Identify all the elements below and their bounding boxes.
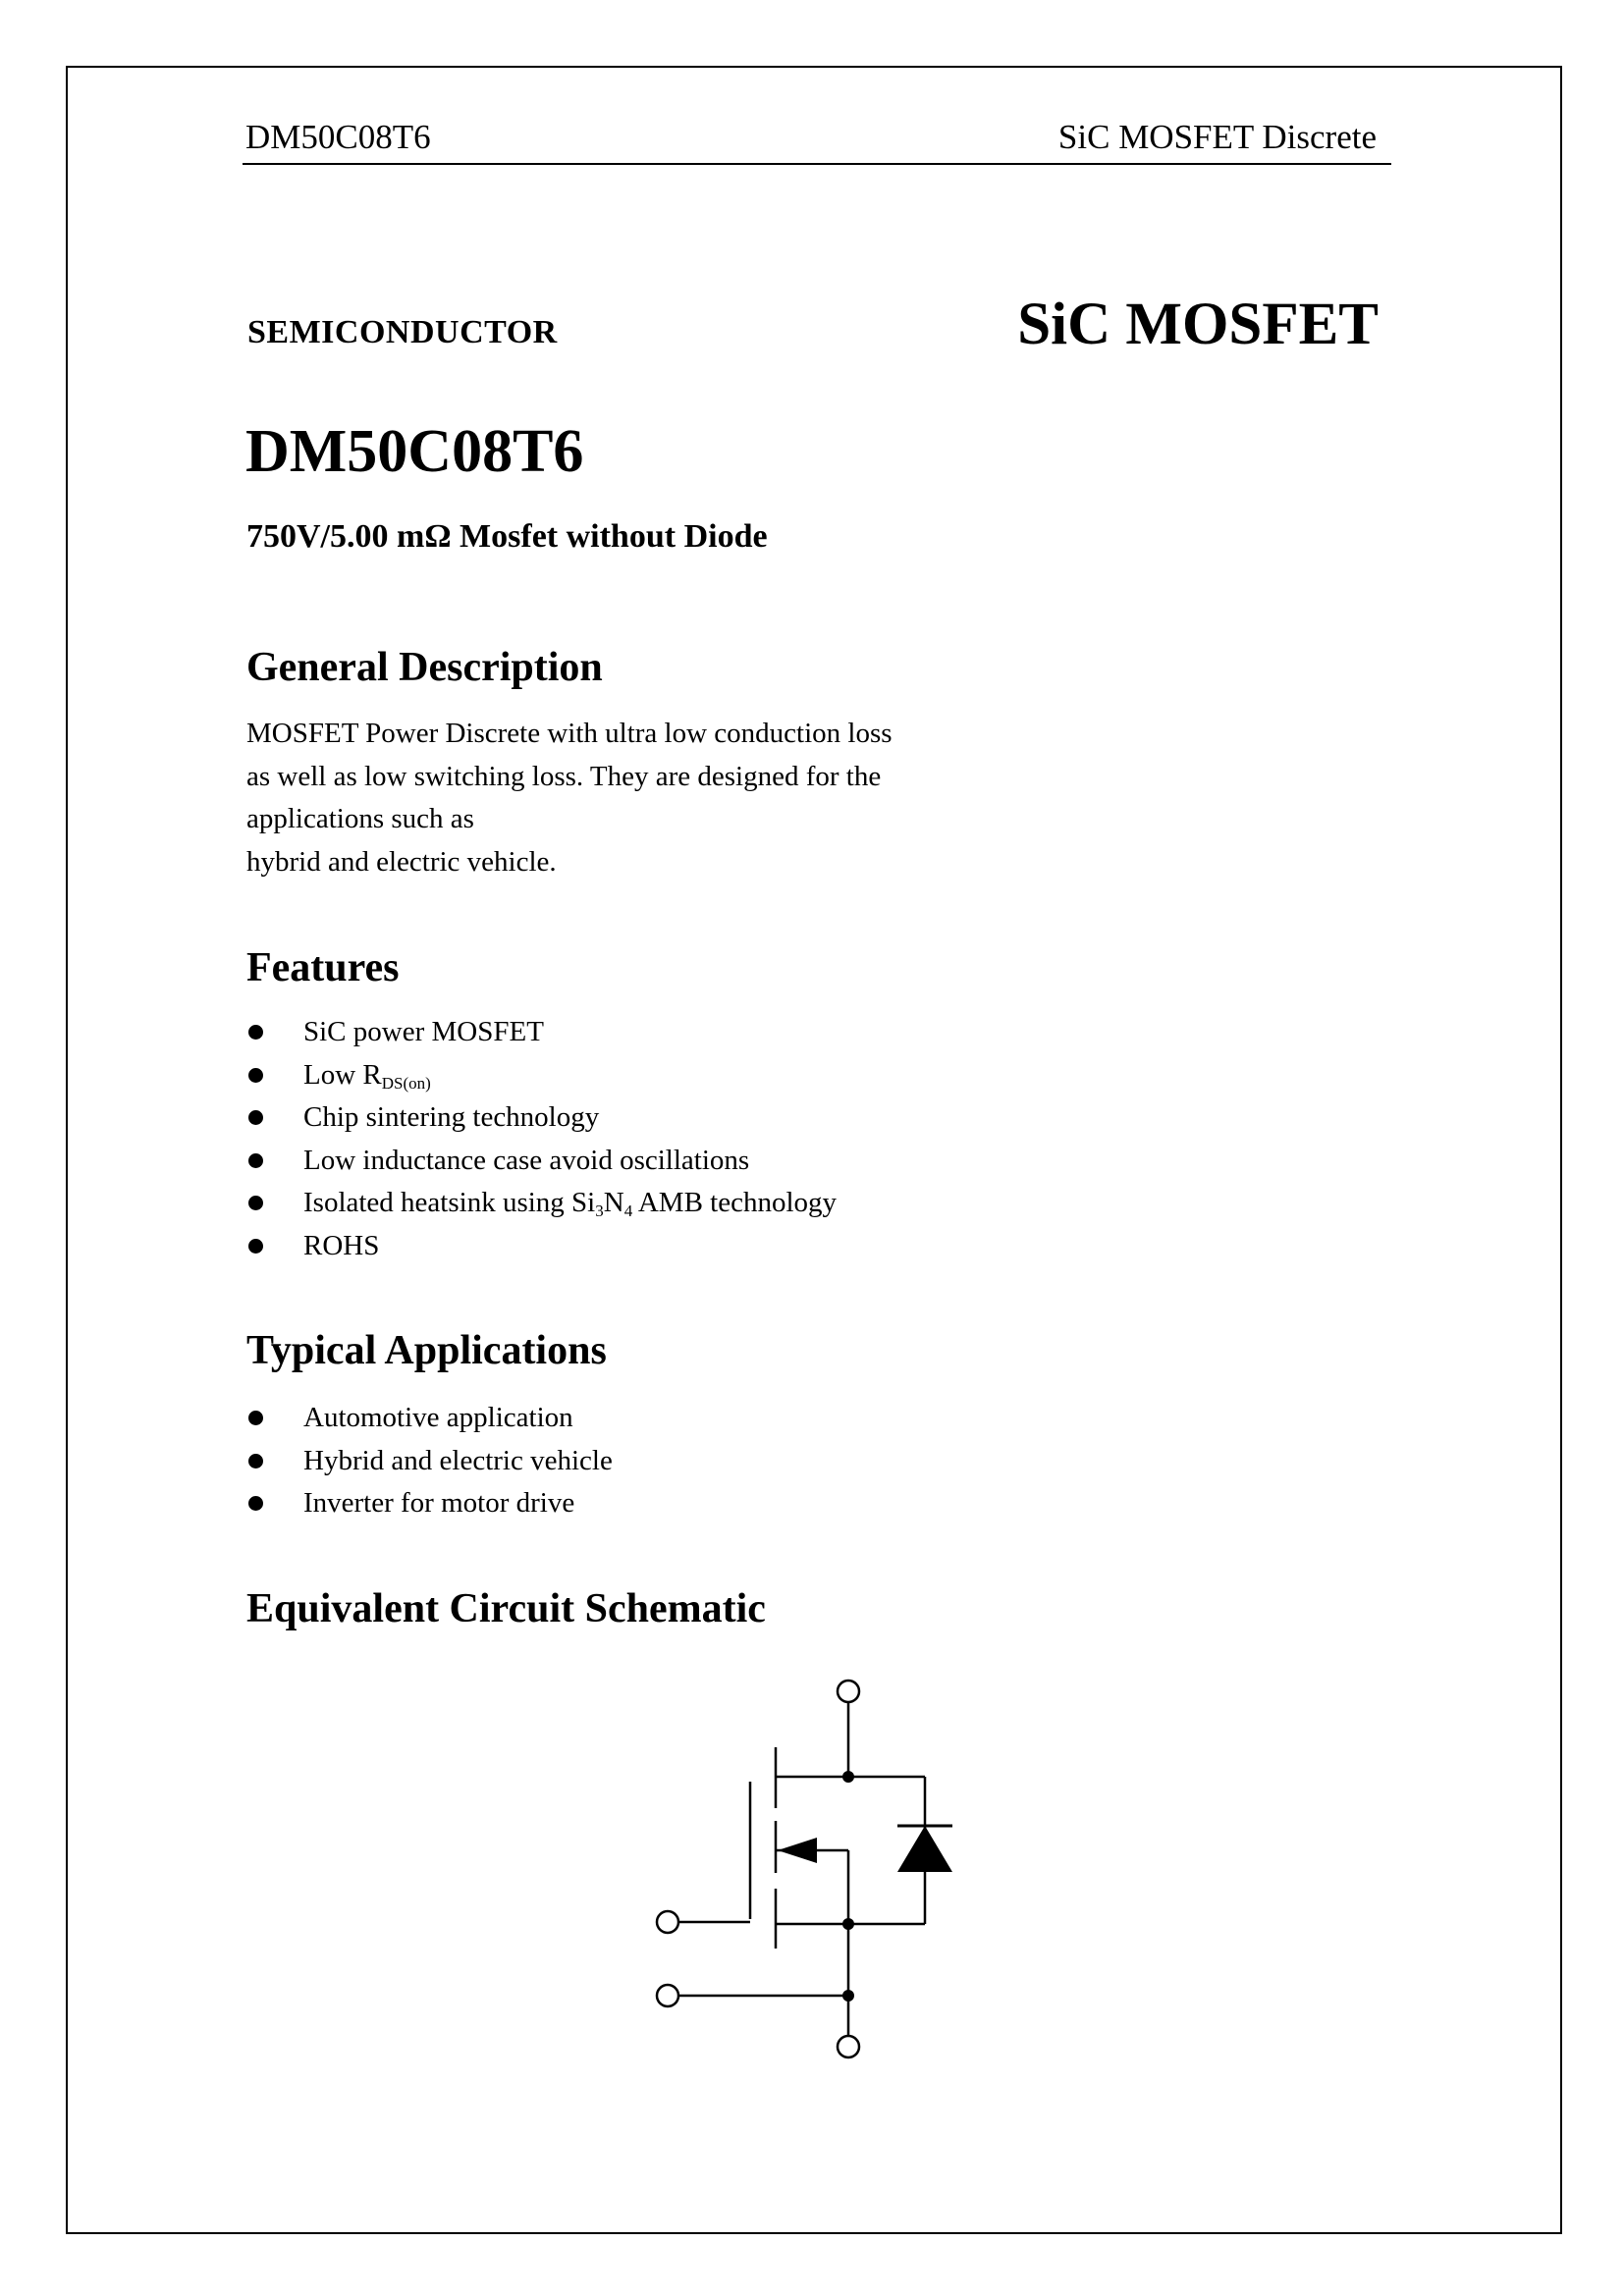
list-item: Chip sintering technology bbox=[246, 1096, 837, 1140]
bullet-icon bbox=[248, 1496, 263, 1511]
product-type-title: SiC MOSFET bbox=[1017, 292, 1379, 357]
applications-list bbox=[246, 1397, 613, 1525]
bullet-icon bbox=[248, 1110, 263, 1125]
features-heading: Features bbox=[246, 945, 400, 990]
subscript: 3 bbox=[595, 1201, 604, 1221]
junction-dot bbox=[842, 1990, 854, 2002]
body-arrow-icon bbox=[778, 1838, 817, 1863]
bullet-icon bbox=[248, 1196, 263, 1210]
features-list bbox=[246, 1011, 837, 1268]
description-line: as well as low switching loss. They are designed for the bbox=[246, 760, 882, 792]
list-item: Inverter for motor drive bbox=[246, 1482, 613, 1525]
bullet-icon bbox=[248, 1153, 263, 1168]
typical-applications-heading: Typical Applications bbox=[246, 1328, 607, 1373]
general-description-text bbox=[246, 713, 993, 883]
list-item: Low RDS(on) bbox=[246, 1054, 837, 1097]
mosfet-circuit-schematic bbox=[628, 1669, 982, 2061]
header-rule bbox=[243, 163, 1391, 165]
bullet-icon bbox=[248, 1068, 263, 1083]
description-line: applications such as bbox=[246, 803, 474, 834]
bullet-icon bbox=[248, 1025, 263, 1040]
description-line: hybrid and electric vehicle. bbox=[246, 845, 557, 878]
source-terminal-icon bbox=[838, 2036, 859, 2057]
bullet-icon bbox=[248, 1411, 263, 1425]
header-part-number: DM50C08T6 bbox=[245, 118, 431, 156]
drain-terminal-icon bbox=[838, 1681, 859, 1702]
list-item: SiC power MOSFET bbox=[246, 1011, 837, 1054]
header-product-category: SiC MOSFET Discrete bbox=[1057, 118, 1377, 156]
part-number-title: DM50C08T6 bbox=[245, 418, 584, 485]
list-item: Automotive application bbox=[246, 1397, 613, 1440]
bullet-icon bbox=[248, 1454, 263, 1468]
schematic-heading: Equivalent Circuit Schematic bbox=[246, 1586, 766, 1631]
general-description-heading: General Description bbox=[246, 645, 603, 690]
kelvin-source-terminal-icon bbox=[657, 1985, 678, 2006]
junction-dot bbox=[842, 1771, 854, 1783]
subscript: 4 bbox=[623, 1201, 633, 1221]
junction-dot bbox=[842, 1918, 854, 1930]
product-subtitle: 750V/5.00 mΩ Mosfet without Diode bbox=[246, 518, 768, 555]
gate-terminal-icon bbox=[657, 1911, 678, 1933]
diode-icon bbox=[897, 1826, 952, 1872]
list-item: Low inductance case avoid oscillations bbox=[246, 1140, 837, 1183]
description-line: MOSFET Power Discrete with ultra low conduction loss bbox=[246, 718, 893, 749]
list-item: ROHS bbox=[246, 1225, 837, 1268]
company-tag: SEMICONDUCTOR bbox=[247, 314, 558, 350]
subscript: DS(on) bbox=[381, 1073, 431, 1093]
list-item: Hybrid and electric vehicle bbox=[246, 1440, 613, 1483]
bullet-icon bbox=[248, 1239, 263, 1254]
list-item: Isolated heatsink using Si3N4 AMB technology bbox=[246, 1182, 837, 1225]
